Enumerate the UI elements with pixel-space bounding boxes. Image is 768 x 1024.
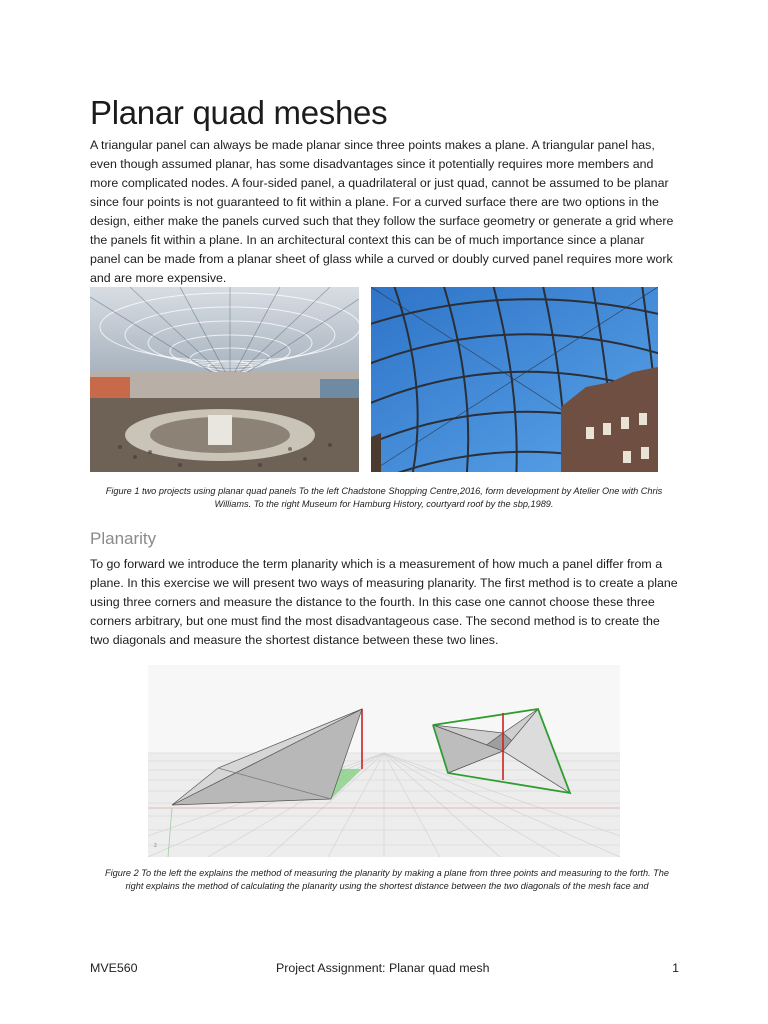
figure1-caption: Figure 1 two projects using planar quad panels To the left Chadstone Shopping Centre,2016, form development by Atelier One with Chris Williams. To the right Museum for Hamburg History, courtyard roof by the sbp,1989. (105, 486, 663, 509)
axis-marker: z (154, 843, 157, 849)
chadstone-photo (90, 287, 359, 472)
hamburg-roof-photo (371, 287, 658, 472)
intro-paragraph: A triangular panel can always be made planar since three points makes a plane. A triangular panel has, even though assumed planar, has some disadvantages since it potentially requires more members and more complicated nodes. A four-sided panel, a quadrilateral or just quad, cannot be assumed to be planar since four points is not guaranteed to fit within a plane. For a curved surface there are two options in the design, either make the panels curved such that they follow the surface geometry or generate a grid where the panels fit within a plane. In an architectural context this can be of much importance since a planar panel can be made from a planar sheet of glass while a curved or doubly curved panel requires more work and are more expensive. (90, 138, 674, 285)
figure2-caption: Figure 2 To the left the explains the method of measuring the planarity by making a plane from three points and measuring to the forth. The right explains the method of calculating the planarity using the shortest distance between the two diagonals of the mesh face and (105, 868, 669, 891)
planarity-heading: Planarity (90, 529, 157, 548)
page-footer (90, 961, 679, 977)
footer-project-title: Project Assignment: Planar quad mesh (276, 961, 490, 975)
page-title: Planar quad meshes (90, 94, 388, 131)
planarity-paragraph: To go forward we introduce the term planarity which is a measurement of how much a panel differ from a plane. In this exercise we will present two ways of measuring planarity. The first method is to create a plane using three corners and measure the distance to the fourth. In this case one cannot choose these three corners arbitrary, but one must find the most disadvantageous case. The second method is to create the two diagonals and measure the shortest distance between these two lines. (90, 557, 678, 647)
planarity-diagram (148, 665, 620, 857)
footer-course-code: MVE560 (90, 961, 138, 975)
footer-page-number: 1 (672, 961, 679, 975)
